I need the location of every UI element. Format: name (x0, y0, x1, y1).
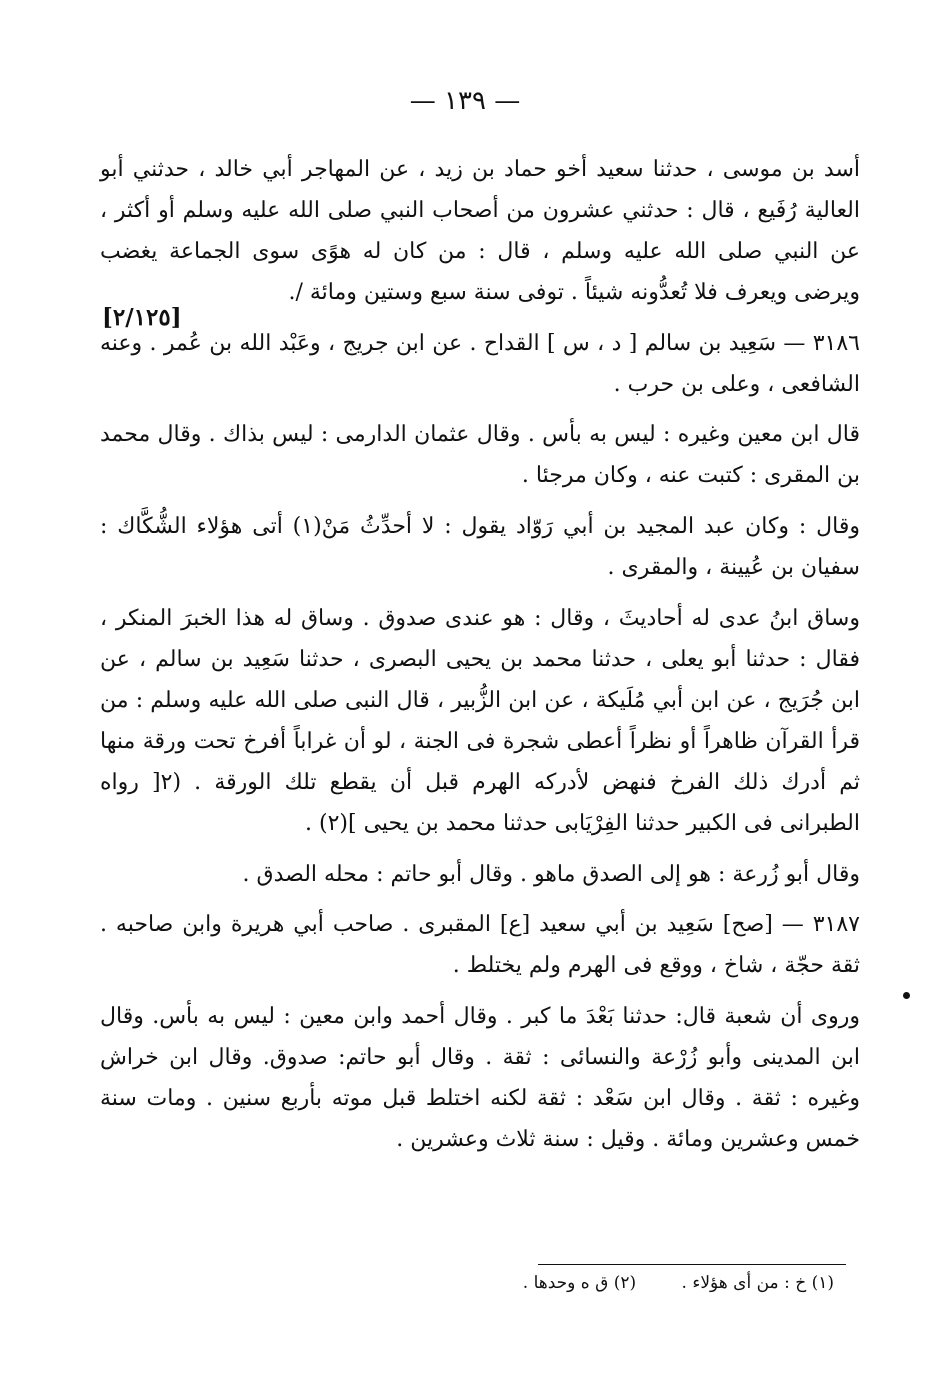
paragraph-shuba: وروى أن شعبة قال: حدثنا بَعْدَ ما كبر . وقال أحمد وابن معين : ليس به بأس. وقال ابن المدينى وأبو زُرْعة والنسائى : ثقة . وقال أبو حاتم: صدوق. وقال ابن خراش وغيره : ثقة . وقال ابن سَعْد : ثقة لكنه اختلط قبل موته بأربع سنين . ومات سنة خمس وعشرين ومائة . وقيل : سنة ثلاث وعشرين . (100, 1004, 860, 1152)
paragraph-abu-zura: وقال أبو زُرعة : هو إلى الصدق ماهو . وقال أبو حاتم : محله الصدق . (242, 861, 860, 887)
marginal-reference: [٢/١٢٥] (102, 304, 182, 331)
paragraph-ibn-adi: وساق ابنُ عدى له أحاديثَ ، وقال : هو عندى صدوق . وساق له هذا الخبرَ المنكر ، فقال : حدثنا أبو يعلى ، حدثنا محمد بن يحيى البصرى ، حدثنا سَعِيد بن سالم ، عن ابن جُرَيج ، عن ابن أبي مُلَيكة ، عن ابن الزُّبير ، قال النبى صلى الله عليه وسلم : من قرأ القرآن ظاهراً أو نظراً أعطى شجرة فى الجنة ، لو أن غراباً أفرخ تحت ورقة منها ثم أدرك ذلك الفرخ فنهض لأدركه الهرم قبل أن يقطع تلك الورقة . (٢[ رواه الطبرانى فى الكبير حدثنا الفِرْيَابى حدثنا محمد بن يحيى ](٢) . (100, 606, 860, 836)
paragraph-hadith-continuation: أسد بن موسى ، حدثنا سعيد أخو حماد بن زيد ، عن المهاجر أبي خالد ، حدثني أبو العالية رُفَيع ، قال : حدثني عشرون من أصحاب النبي صلى الله عليه وسلم أو أكثر ، عن النبي صلى الله عليه وسلم ، قال : من كان له هوًى سوى الجماعة يغضب ويرضى ويعرف فلا تُعدُّونه شيئاً . توفى سنة سبع وستين ومائة /. (100, 157, 860, 305)
paragraph-ibn-maeen: قال ابن معين وغيره : ليس به بأس . وقال عثمان الدارمى : ليس بذاك . وقال محمد بن المقرى : كتبت عنه ، وكان مرجئا . (100, 422, 860, 489)
paragraph-abd-al-majid: وقال : وكان عبد المجيد بن أبي رَوّاد يقول : لا أحدِّثُ مَنْ(١) أتى هؤلاء الشُّكَّاك : سفيان بن عُيينة ، والمقرى . (100, 514, 860, 581)
main-text (100, 150, 860, 1171)
footnote-1: (١) خ : من أى هؤلاء . (681, 1273, 834, 1293)
paragraph-entry-3187: ٣١٨٧ — [صح] سَعِيد بن أبي سعيد [ع] المقبرى . صاحب أبي هريرة وابن صاحبه . ثقة حجّة ، شاخ ، ووقع فى الهرم ولم يختلط . (100, 912, 860, 979)
footnote-divider (538, 1264, 846, 1265)
footnotes (334, 1268, 834, 1299)
footnote-2: (٢) ق ه وحدها . (522, 1273, 637, 1293)
paragraph-entry-3186: ٣١٨٦ — سَعِيد بن سالم [ د ، س ] القداح . عن ابن جريج ، وعَبْد الله بن عُمر . وعنه الشافعى ، وعلى بن حرب . (100, 330, 860, 397)
margin-dot (903, 992, 910, 999)
page-number: — ١٣٩ — (409, 86, 521, 116)
